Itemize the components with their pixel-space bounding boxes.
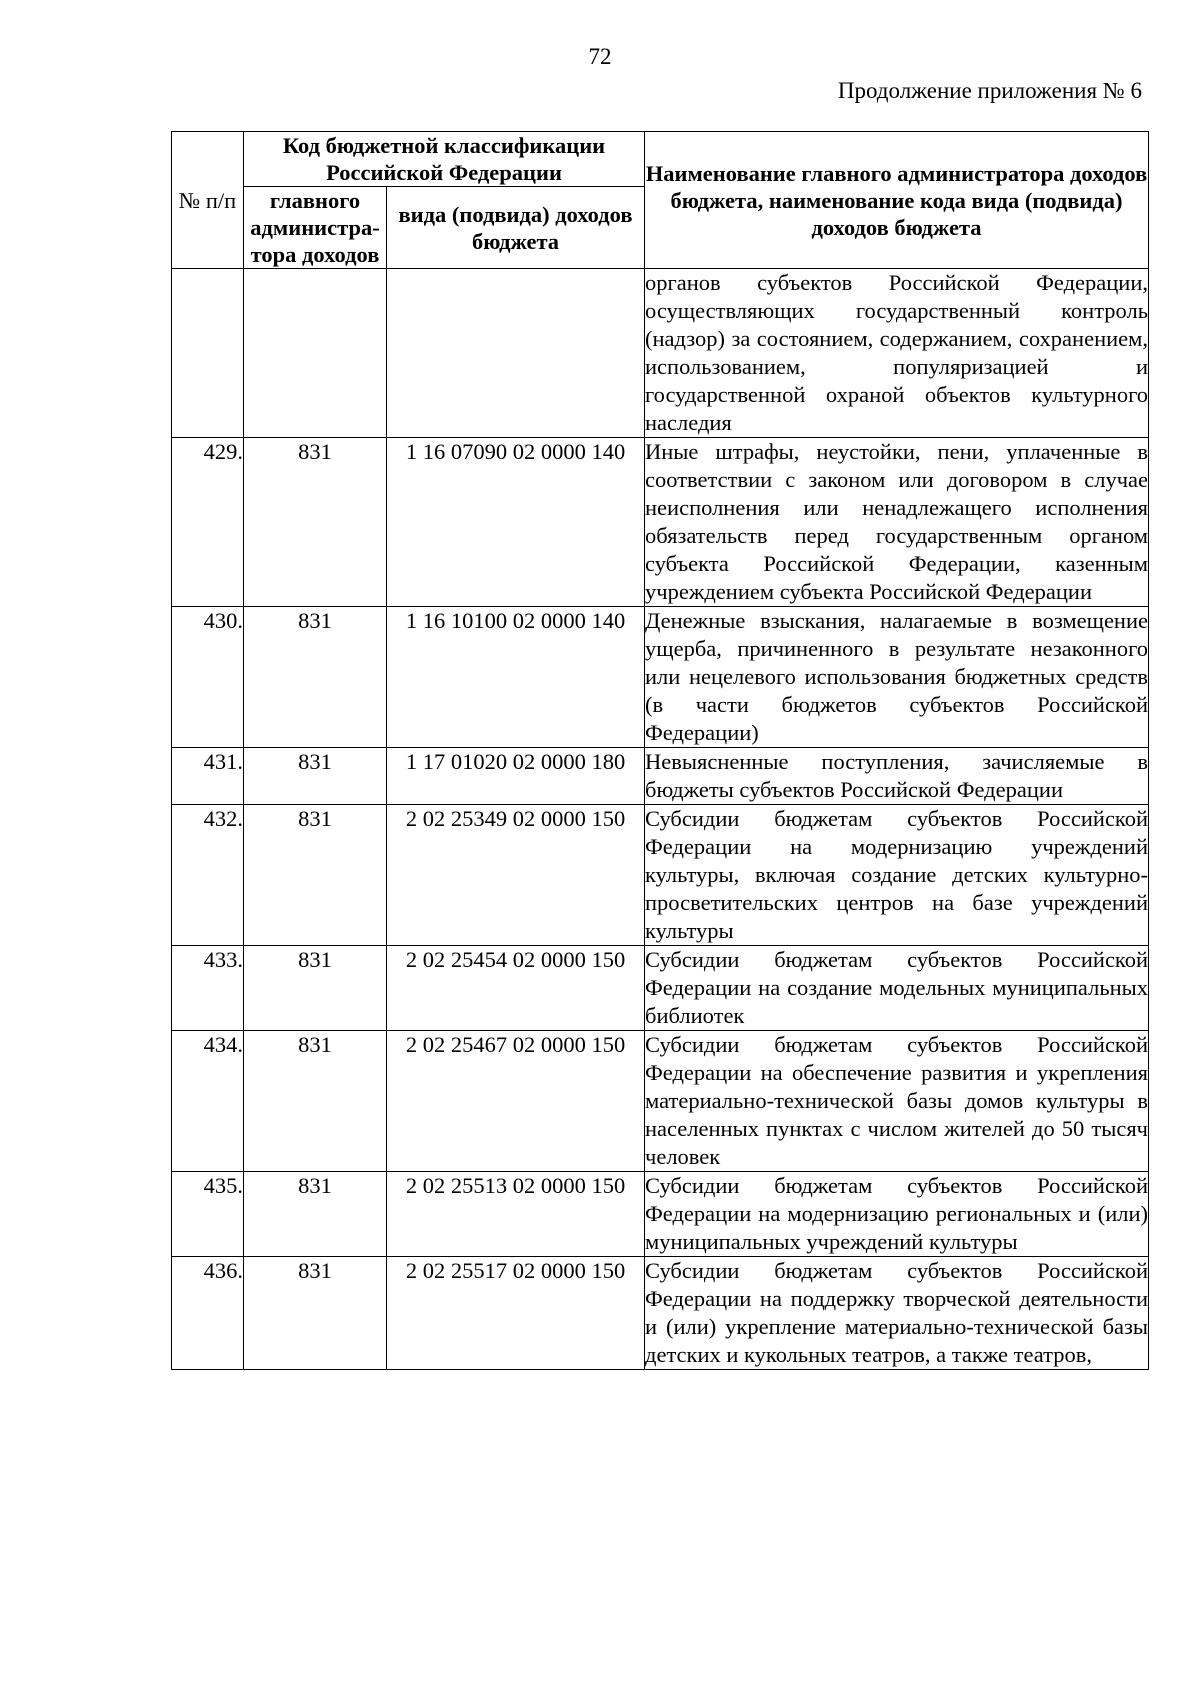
appendix-continuation-label: Продолжение приложения № 6 [837,78,1142,103]
admin-code-cell: 831 [244,946,387,1031]
row-number-cell: 432. [172,805,244,946]
income-name-cell: Субсидии бюджетам субъектов Российской Федерации на поддержку творческой деятельности и (или) укрепление материально-технической базы детских и кукольных театров, а также театров, [645,1257,1149,1370]
income-name-cell: органов субъектов Российской Федерации, осуществляющих государственный контроль (надзор) за состоянием, содержанием, сохранением, использованием, популяризацией и государственной охраной объектов культурного наследия [645,269,1149,438]
income-name-cell: Субсидии бюджетам субъектов Российской Федерации на модернизацию учреждений культуры, включая создание детских культурно-просветительских центров на базе учреждений культуры [645,805,1149,946]
table-row [172,1172,1149,1257]
table-body [172,269,1149,1370]
income-type-code-cell: 1 16 10100 02 0000 140 [387,607,645,748]
page-number: 72 [588,44,612,69]
header-type-code: вида (подвида) доходов бюджета [387,187,645,269]
income-type-code-cell [387,269,645,438]
row-number-cell: 435. [172,1172,244,1257]
table-row [172,607,1149,748]
income-type-code-cell: 1 17 01020 02 0000 180 [387,748,645,805]
income-name-cell: Субсидии бюджетам субъектов Российской Федерации на модернизацию региональных и (или) муниципальных учреждений культуры [645,1172,1149,1257]
table-row [172,1257,1149,1370]
admin-code-cell [244,269,387,438]
income-name-cell: Иные штрафы, неустойки, пени, уплаченные в соответствии с законом или договором в случае неисполнения или ненадлежащего исполнения обязательств перед государственным органом субъекта Российской Федерации, казенным учреждением субъекта Российской Федерации [645,438,1149,607]
header-admin-code: главного администра-тора доходов [244,187,387,269]
row-number-cell: 431. [172,748,244,805]
budget-classification-table [171,131,1149,1370]
income-type-code-cell: 2 02 25517 02 0000 150 [387,1257,645,1370]
row-number-cell: 429. [172,438,244,607]
header-row-top [172,132,1149,187]
income-type-code-cell: 2 02 25349 02 0000 150 [387,805,645,946]
table-header [172,132,1149,269]
income-type-code-cell: 2 02 25454 02 0000 150 [387,946,645,1031]
income-type-code-cell: 2 02 25467 02 0000 150 [387,1031,645,1172]
header-name: Наименование главного администратора доходов бюджета, наименование кода вида (подвида) доходов бюджета [645,132,1149,269]
header-num: № п/п [172,132,244,269]
income-name-cell: Денежные взыскания, налагаемые в возмещение ущерба, причиненного в результате незаконного или нецелевого использования бюджетных средств (в части бюджетов субъектов Российской Федерации) [645,607,1149,748]
income-name-cell: Субсидии бюджетам субъектов Российской Федерации на обеспечение развития и укрепления материально-технической базы домов культуры в населенных пунктах с числом жителей до 50 тысяч человек [645,1031,1149,1172]
row-number-cell: 430. [172,607,244,748]
row-number-cell: 436. [172,1257,244,1370]
income-name-cell: Субсидии бюджетам субъектов Российской Федерации на создание модельных муниципальных библиотек [645,946,1149,1031]
admin-code-cell: 831 [244,748,387,805]
income-type-code-cell: 2 02 25513 02 0000 150 [387,1172,645,1257]
admin-code-cell: 831 [244,1172,387,1257]
admin-code-cell: 831 [244,438,387,607]
row-number-cell: 434. [172,1031,244,1172]
table-row [172,269,1149,438]
table-row [172,805,1149,946]
admin-code-cell: 831 [244,607,387,748]
table-row [172,1031,1149,1172]
row-number-cell [172,269,244,438]
header-code-group: Код бюджетной классификации Российской Федерации [244,132,645,187]
admin-code-cell: 831 [244,1031,387,1172]
admin-code-cell: 831 [244,805,387,946]
table-row [172,748,1149,805]
table-row [172,946,1149,1031]
admin-code-cell: 831 [244,1257,387,1370]
income-type-code-cell: 1 16 07090 02 0000 140 [387,438,645,607]
row-number-cell: 433. [172,946,244,1031]
table-row [172,438,1149,607]
income-name-cell: Невыясненные поступления, зачисляемые в бюджеты субъектов Российской Федерации [645,748,1149,805]
